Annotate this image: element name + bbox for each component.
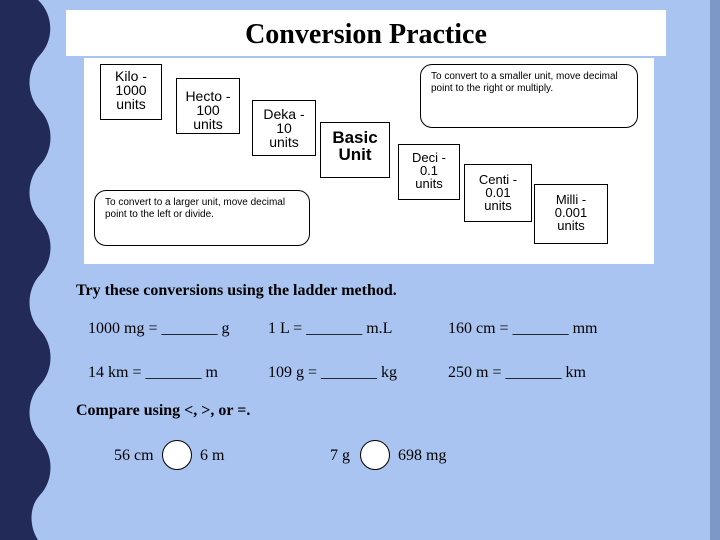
step-name: Centi -: [478, 172, 518, 187]
compare-1-left: 56 cm: [114, 447, 154, 464]
step-name: Basic: [332, 128, 378, 147]
metric-ladder-diagram: [84, 58, 654, 264]
step-value: 1000: [115, 82, 147, 98]
problem-6: 250 m = _______ km: [448, 364, 586, 381]
step-value: 100: [196, 102, 220, 118]
step-unit: units: [193, 116, 223, 132]
page-title: Conversion Practice: [245, 19, 487, 50]
compare-2-answer-circle[interactable]: [360, 440, 390, 470]
step-value: 0.1: [419, 163, 439, 178]
compare-1-right: 6 m: [200, 447, 225, 464]
ladder-step-kilo: [100, 64, 162, 120]
step-name: Hecto -: [185, 88, 231, 104]
step-value: 0.01: [485, 185, 511, 200]
step-value: 10: [276, 120, 292, 136]
ladder-step-hecto: [176, 78, 240, 134]
step-unit: units: [557, 218, 585, 233]
compare-2-left: 7 g: [330, 447, 350, 464]
step-name: Deka -: [263, 106, 305, 122]
decorative-wave-band: [0, 0, 60, 540]
step-name: Kilo -: [115, 68, 147, 84]
step-unit: units: [415, 176, 443, 191]
compare-heading: Compare using <, >, or =.: [76, 402, 251, 419]
step-unit: units: [484, 198, 512, 213]
problem-4: 14 km = _______ m: [88, 364, 218, 381]
ladder-step-deka: [252, 100, 316, 156]
note-convert-smaller: [420, 64, 638, 128]
step-name: Milli -: [555, 192, 587, 207]
step-name: Deci -: [412, 150, 446, 165]
note-smaller-text: To convert to a smaller unit, move decimal point to the right or multiply.: [431, 71, 618, 94]
decorative-right-strip: [710, 0, 720, 540]
problem-2: 1 L = _______ m.L: [268, 320, 393, 337]
step-value: Unit: [338, 145, 372, 164]
step-unit: units: [269, 134, 299, 150]
title-banner: [66, 10, 666, 56]
ladder-step-centi: [464, 164, 532, 222]
ladder-step-basic-unit: [320, 122, 390, 178]
note-larger-text: To convert to a larger unit, move decimal point to the left or divide.: [105, 197, 286, 220]
ladder-step-deci: [398, 144, 460, 200]
note-convert-larger: [94, 190, 310, 246]
step-unit: units: [116, 96, 146, 112]
practice-heading: Try these conversions using the ladder method.: [76, 282, 397, 299]
problem-1: 1000 mg = _______ g: [88, 320, 230, 337]
problem-5: 109 g = _______ kg: [268, 364, 398, 381]
compare-1-answer-circle[interactable]: [162, 440, 192, 470]
step-value: 0.001: [554, 205, 588, 220]
problem-3: 160 cm = _______ mm: [448, 320, 598, 337]
compare-2-right: 698 mg: [398, 447, 447, 464]
ladder-step-milli: [534, 184, 608, 244]
